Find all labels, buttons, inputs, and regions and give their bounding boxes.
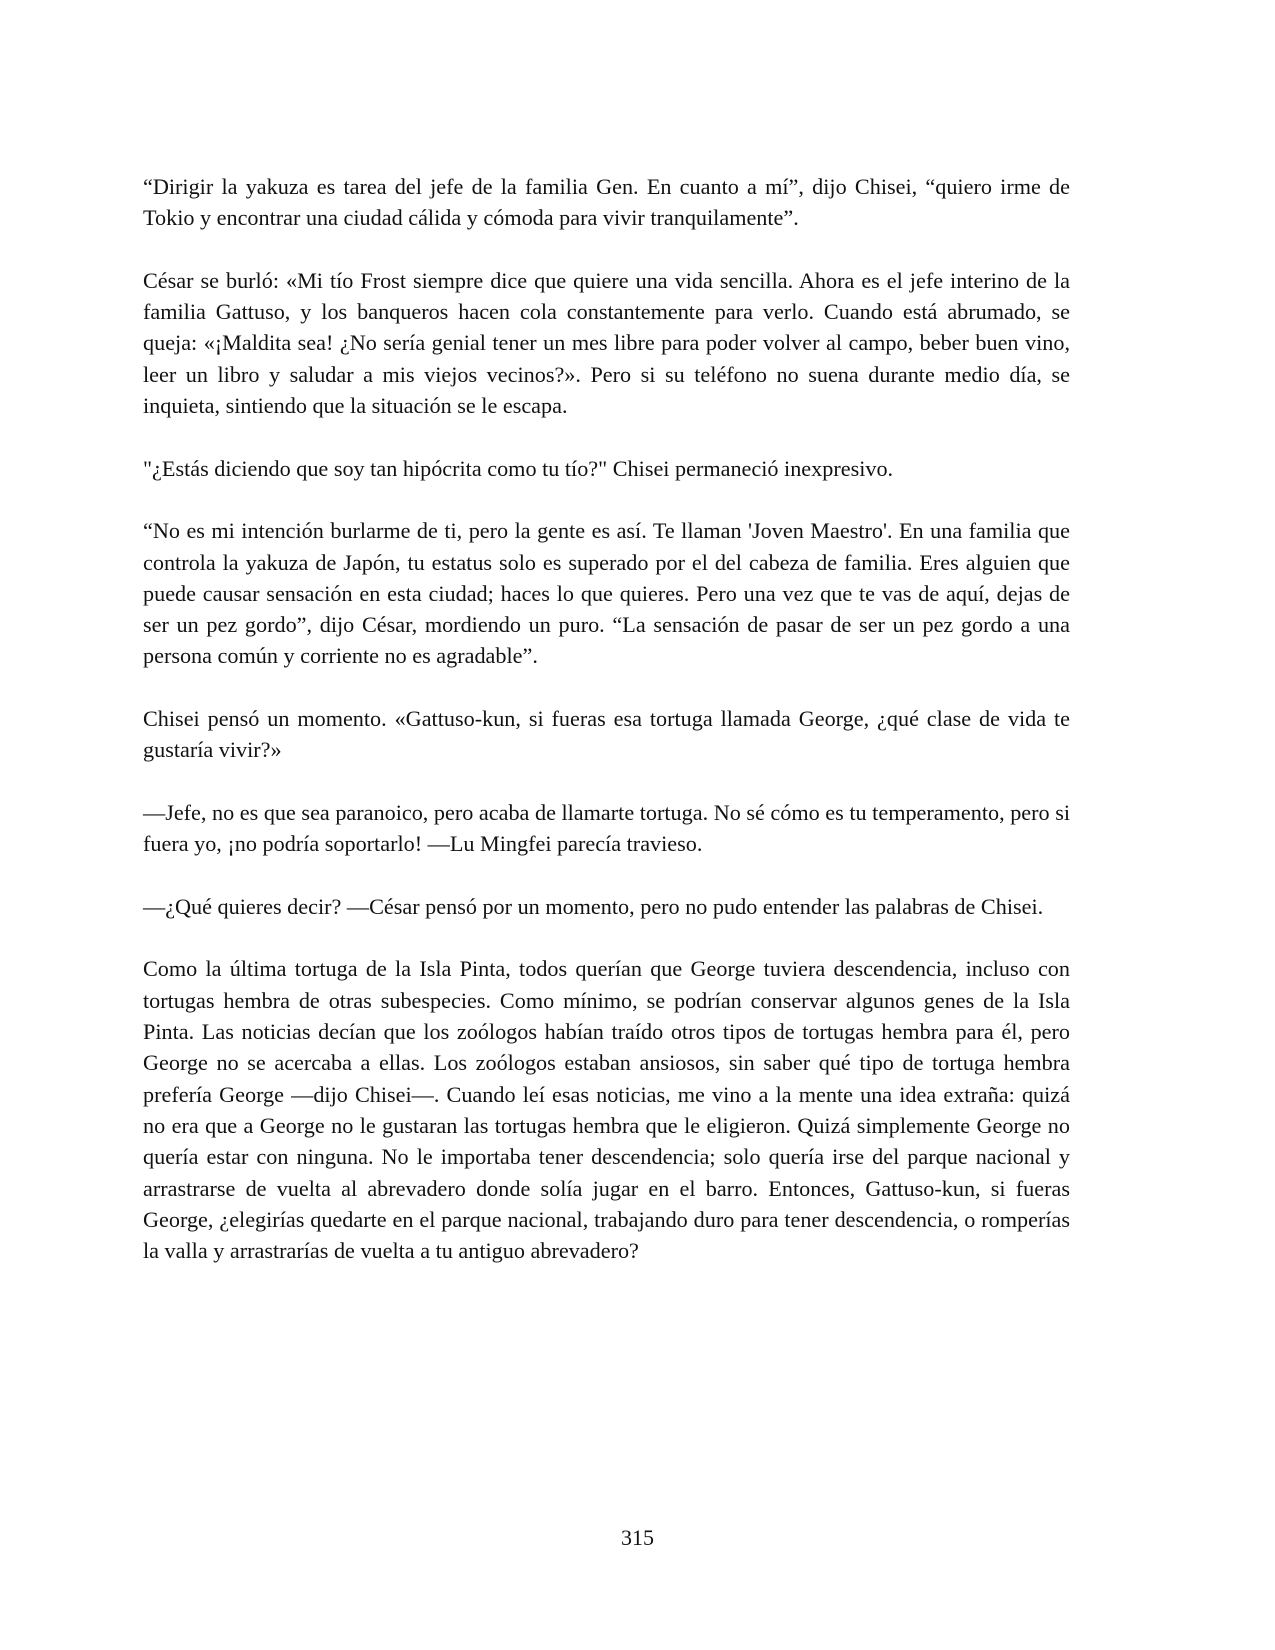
- paragraph-2: César se burló: «Mi tío Frost siempre dice que quiere una vida sencilla. Ahora es el jefe interino de la familia Gattuso, y los banqueros hacen cola constantemente para verlo. Cuando está abrumado, se queja: «¡Maldita sea! ¿No sería genial tener un mes libre para poder volver al campo, beber buen vino, leer un libro y saludar a mis viejos vecinos?». Pero si su teléfono no suena durante medio día, se inquieta, sintiendo que la situación se le escapa.: [143, 267, 1070, 419]
- paragraph-4: “No es mi intención burlarme de ti, pero la gente es así. Te llaman 'Joven Maestro'. En una familia que controla la yakuza de Japón, tu estatus solo es superado por el del cabeza de familia. Eres alguien que puede causar sensación en esta ciudad; haces lo que quieres. Pero una vez que te vas de aquí, dejas de ser un pez gordo”, dijo César, mordiendo un puro. “La sensación de pasar de ser un pez gordo a una persona común y corriente no es agradable”.: [143, 518, 1070, 669]
- paragraph-3: "¿Estás diciendo que soy tan hipócrita como tu tío?" Chisei permaneció inexpresivo.: [143, 455, 894, 481]
- page-number: 315: [621, 1525, 654, 1550]
- paragraph-5: Chisei pensó un momento. «Gattuso-kun, si fueras esa tortuga llamada George, ¿qué clase de vida te gustaría vivir?»: [143, 706, 1070, 763]
- page-body: [143, 171, 1070, 1298]
- paragraph-6: —Jefe, no es que sea paranoico, pero acaba de llamarte tortuga. No sé cómo es tu temperamento, pero si fuera yo, ¡no podría soportarlo! —Lu Mingfei parecía travieso.: [143, 799, 1070, 857]
- paragraph-1: “Dirigir la yakuza es tarea del jefe de la familia Gen. En cuanto a mí”, dijo Chisei, “quiero irme de Tokio y encontrar una ciudad cálida y cómoda para vivir tranquilamente”.: [143, 174, 1070, 231]
- paragraph-7: —¿Qué quieres decir? —César pensó por un momento, pero no pudo entender las palabras de Chisei.: [143, 893, 1044, 919]
- paragraph-8: Como la última tortuga de la Isla Pinta, todos querían que George tuviera descendencia, incluso con tortugas hembra de otras subespecies. Como mínimo, se podrían conservar algunos genes de la Isla Pinta. Las noticias decían que los zoólogos habían traído otros tipos de tortugas hembra para él, pero George no se acercaba a ellas. Los zoólogos estaban ansiosos, sin saber qué tipo de tortuga hembra prefería George —dijo Chisei—. Cuando leí esas noticias, me vino a la mente una idea extraña: quizá no era que a George no le gustaran las tortugas hembra que le eligieron. Quizá simplemente George no quería estar con ninguna. No le importaba tener descendencia; solo quería irse del parque nacional y arrastrarse de vuelta al abrevadero donde solía jugar en el barro. Entonces, Gattuso-kun, si fueras George, ¿elegirías quedarte en el parque nacional, trabajando duro para tener descendencia, o romperías la valla y arrastrarías de vuelta a tu antiguo abrevadero?: [143, 956, 1070, 1264]
